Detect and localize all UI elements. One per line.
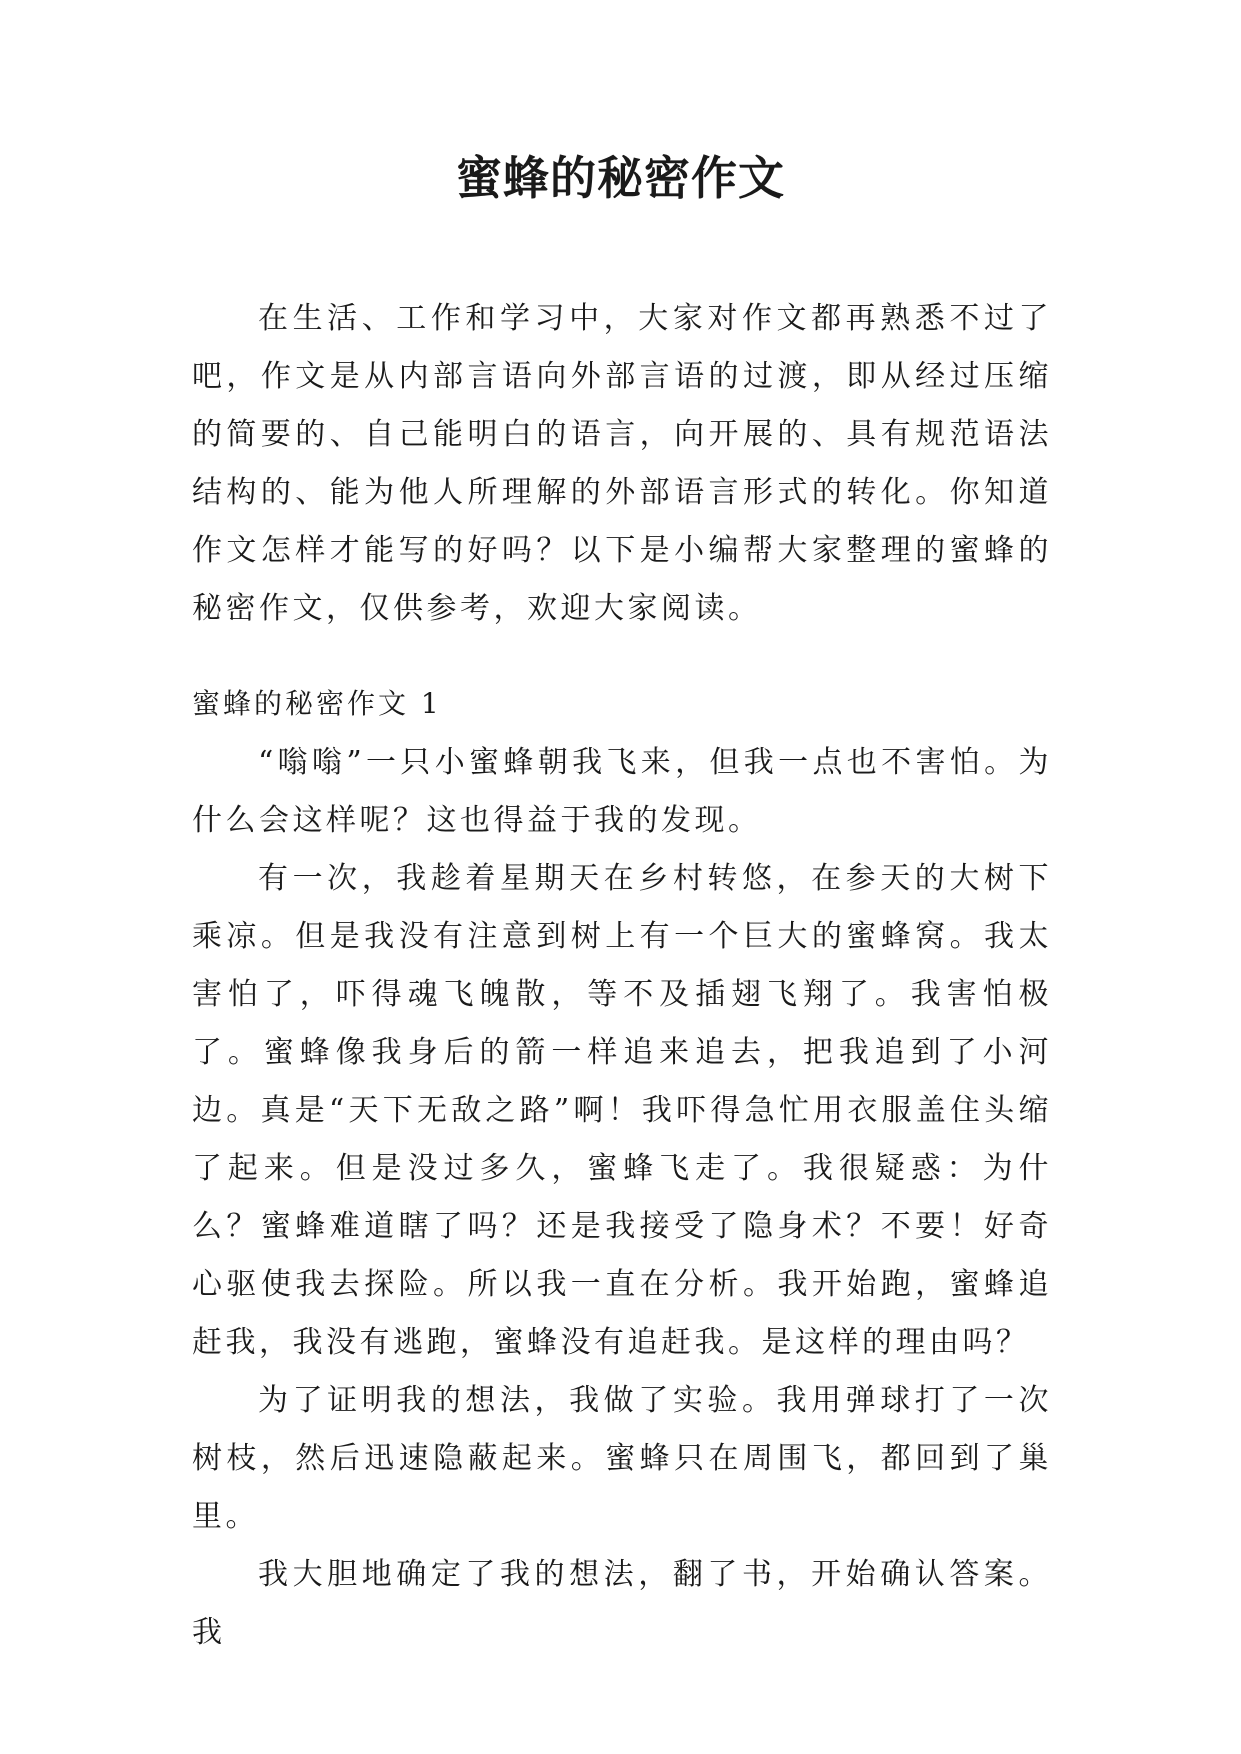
body-paragraph-4: 我大胆地确定了我的想法，翻了书，开始确认答案。我 <box>192 1557 1052 1650</box>
document-title: 蜜蜂的秘密作文 <box>456 151 785 205</box>
section-heading: 蜜蜂的秘密作文 1 <box>192 687 442 720</box>
body-paragraph-1: “嗡嗡”一只小蜜蜂朝我飞来，但我一点也不害怕。为什么会这样呢？这也得益于我的发现。 <box>192 745 1052 838</box>
intro-paragraph: 在生活、工作和学习中，大家对作文都再熟悉不过了吧，作文是从内部言语向外部言语的过渡，即从经过压缩的简要的、自己能明白的语言，向开展的、具有规范语法结构的、能为他人所理解的外部语言形式的转化。你知道作文怎样才能写的好吗？以下是小编帮大家整理的蜜蜂的秘密作文，仅供参考，欢迎大家阅读。 <box>192 301 1052 626</box>
document-body <box>192 290 1052 1662</box>
body-paragraph-2: 有一次，我趁着星期天在乡村转悠，在参天的大树下乘凉。但是我没有注意到树上有一个巨大的蜜蜂窝。我太害怕了，吓得魂飞魄散，等不及插翅飞翔了。我害怕极了。蜜蜂像我身后的箭一样追来追去，把我追到了小河边。真是“天下无敌之路”啊！我吓得急忙用衣服盖住头缩了起来。但是没过多久，蜜蜂飞走了。我很疑惑：为什么？蜜蜂难道瞎了吗？还是我接受了隐身术？不要！好奇心驱使我去探险。所以我一直在分析。我开始跑，蜜蜂追赶我，我没有逃跑，蜜蜂没有追赶我。是这样的理由吗？ <box>192 861 1052 1360</box>
body-paragraph-3: 为了证明我的想法，我做了实验。我用弹球打了一次树枝，然后迅速隐蔽起来。蜜蜂只在周围飞，都回到了巢里。 <box>192 1383 1052 1534</box>
